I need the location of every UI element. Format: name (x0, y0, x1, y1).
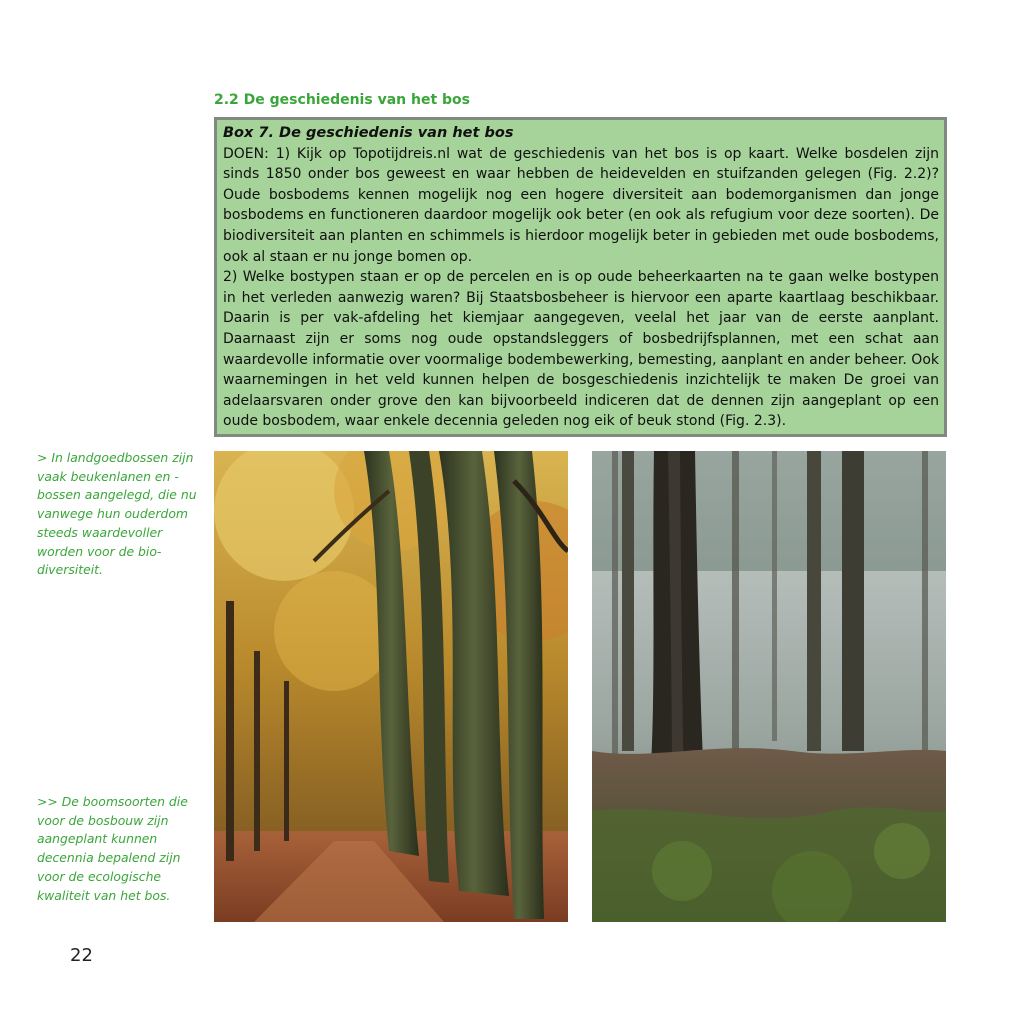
margin-note-tree-species: >> De boomsoorten die voor de bosbouw zijn aangeplant kunnen decennia bepalend zijn voor de ecologische kwaliteit van het bos. (37, 794, 188, 903)
section-heading: 2.2 De geschiedenis van het bos (214, 92, 470, 108)
margin-note-beech-lanes: > In landgoedbossen zijn vaak beukenlanen en -bossen aangelegd, die nu vanwege hun ouderdom steeds waardevoller worden voor de bio-diversiteit. (37, 450, 197, 578)
page-number: 22 (70, 945, 93, 966)
info-box (214, 117, 947, 437)
box-paragraph-2: 2) Welke bostypen staan er op de percelen en is op oude beheerkaarten na te gaan welke bostypen in het verleden aanwezig waren? Bij Staatsbosbeheer is hiervoor een aparte kaartlaag beschikbaar. Daarin is per vak-afdeling het kiemjaar aangegeven, veelal het jaar van de eerste aanplant. Daarnaast zijn er soms nog oude opstandsleggers of bosbedrijfsplannen, met een schat aan waardevolle informatie over voormalige bodembewerking, bemesting, aanplant en ander beheer. Ook waarnemingen in het veld kunnen helpen de bosgeschiedenis inzichtelijk te maken De groei van adelaarsvaren onder grove den kan bijvoorbeeld indiceren dat de dennen zijn aangeplant op een oude bosbodem, waar enkele decennia geleden nog eik of beuk stond (Fig. 2.3). (223, 269, 939, 430)
photo-conifer-forest (592, 451, 946, 922)
box-title: Box 7. De geschiedenis van het bos (223, 125, 514, 141)
box-paragraph-1: DOEN: 1) Kijk op Topotijdreis.nl wat de geschiedenis van het bos is op kaart. Welke bosdelen zijn sinds 1850 onder bos geweest en waar hebben de heidevelden en stuifzanden gelegen (Fig. 2.2)? Oude bosbodems kennen mogelijk nog een hogere diversiteit aan bodemorganismen dan jonge bosbodems en functioneren daardoor mogelijk ook beter (en ook als refugium voor deze soorten). De biodiversiteit aan planten en schimmels is hierdoor mogelijk beter in gebieden met oude bosbodems, ook al staan er nu jonge bomen op. (223, 145, 939, 265)
photo-beech-lane (214, 451, 568, 922)
